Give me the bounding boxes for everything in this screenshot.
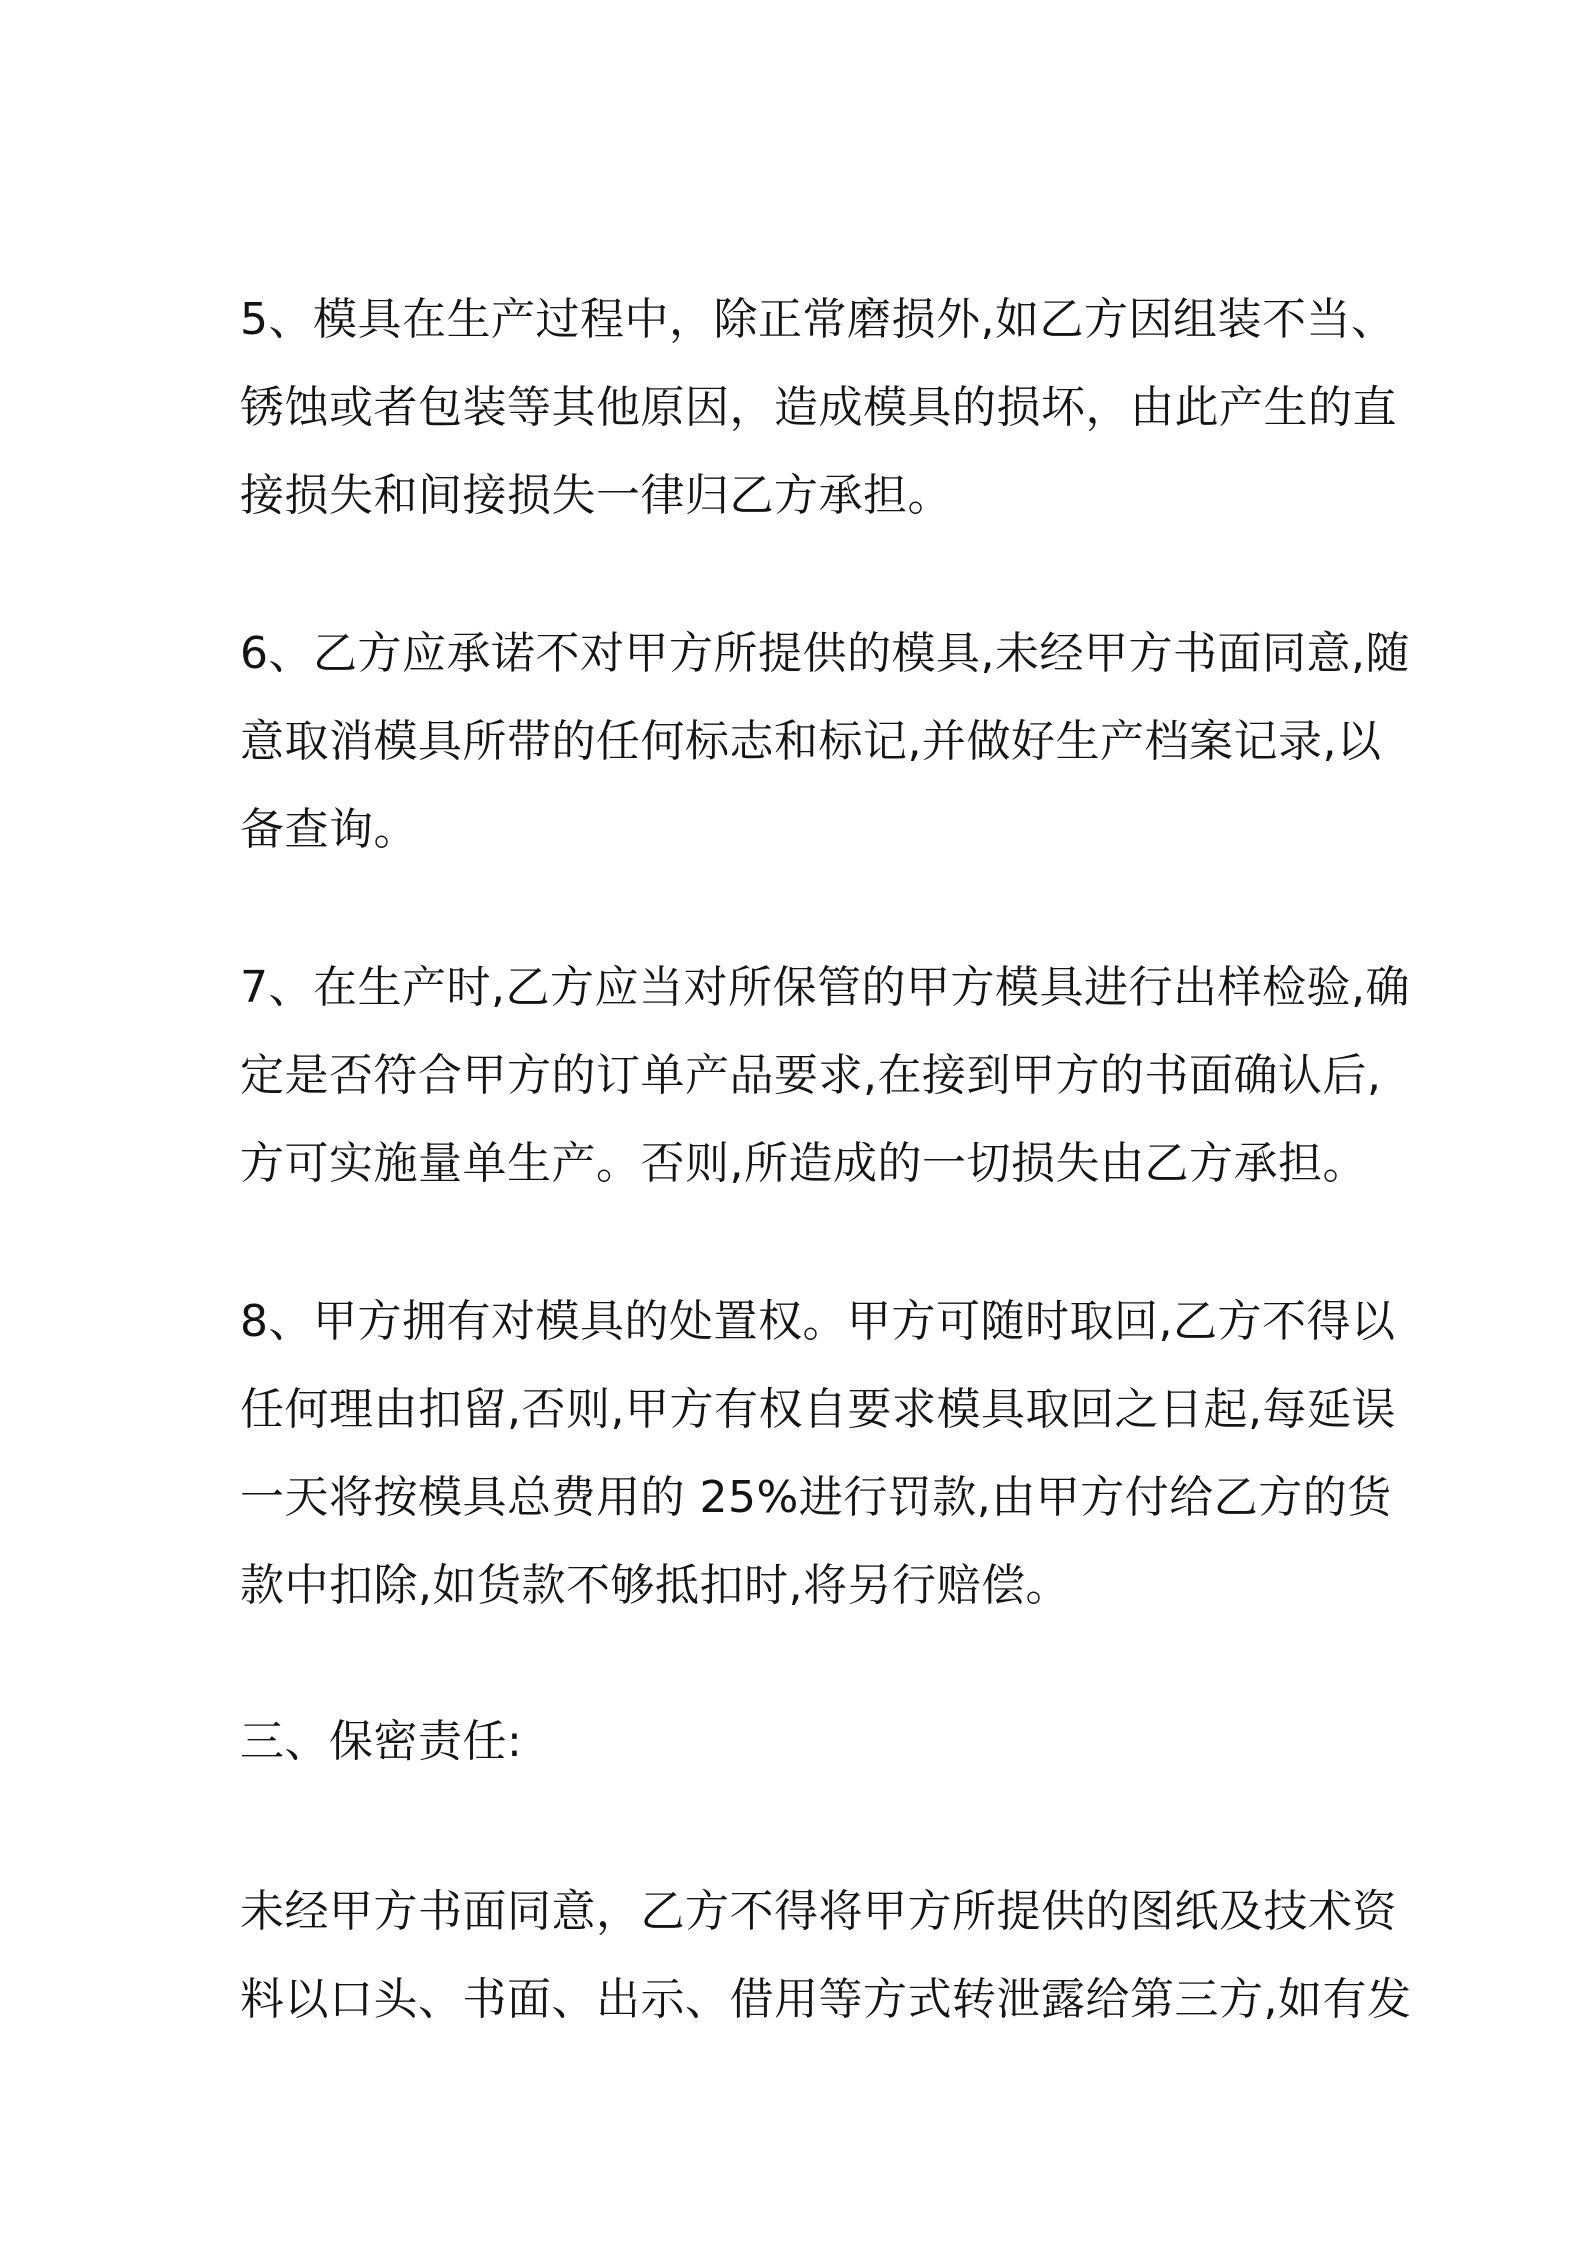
clause-7-paragraph	[240, 944, 1410, 1208]
paragraph-line: 定是否符合甲方的订单产品要求,在接到甲方的书面确认后,	[240, 1050, 1382, 1101]
paragraph-line: 备查询。	[240, 804, 418, 855]
paragraph-line: 接损失和间接损失一律归乙方承担。	[240, 470, 952, 521]
confidentiality-paragraph	[240, 1868, 1412, 2044]
clause-6-paragraph	[240, 610, 1410, 874]
paragraph-line: 意取消模具所带的任何标志和标记,并做好生产档案记录,以	[240, 716, 1382, 767]
paragraph-line: 料以口头、书面、出示、借用等方式转泄露给第三方,如有发	[240, 1974, 1412, 2025]
paragraph-line: 一天将按模具总费用的 25%进行罚款,由甲方付给乙方的货	[240, 1472, 1392, 1523]
section-heading: 三、保密责任:	[240, 1716, 523, 1767]
clause-5-paragraph	[240, 276, 1397, 540]
section-heading-confidentiality	[240, 1698, 1360, 1786]
paragraph-line: 7、在生产时,乙方应当对所保管的甲方模具进行出样检验,确	[240, 962, 1410, 1013]
paragraph-line: 5、模具在生产过程中，除正常磨损外,如乙方因组装不当、	[240, 294, 1396, 345]
paragraph-line: 未经甲方书面同意，乙方不得将甲方所提供的图纸及技术资	[240, 1886, 1397, 1937]
paragraph-line: 方可实施量单生产。否则,所造成的一切损失由乙方承担。	[240, 1138, 1367, 1189]
paragraph-line: 款中扣除,如货款不够抵扣时,将另行赔偿。	[240, 1560, 1070, 1611]
paragraph-line: 8、甲方拥有对模具的处置权。甲方可随时取回,乙方不得以	[240, 1296, 1396, 1347]
paragraph-line: 任何理由扣留,否则,甲方有权自要求模具取回之日起,每延误	[240, 1384, 1396, 1435]
paragraph-line: 6、乙方应承诺不对甲方所提供的模具,未经甲方书面同意,随	[240, 628, 1410, 679]
paragraph-line: 锈蚀或者包装等其他原因，造成模具的损坏，由此产生的直	[240, 382, 1397, 433]
clause-8-paragraph	[240, 1278, 1396, 1630]
